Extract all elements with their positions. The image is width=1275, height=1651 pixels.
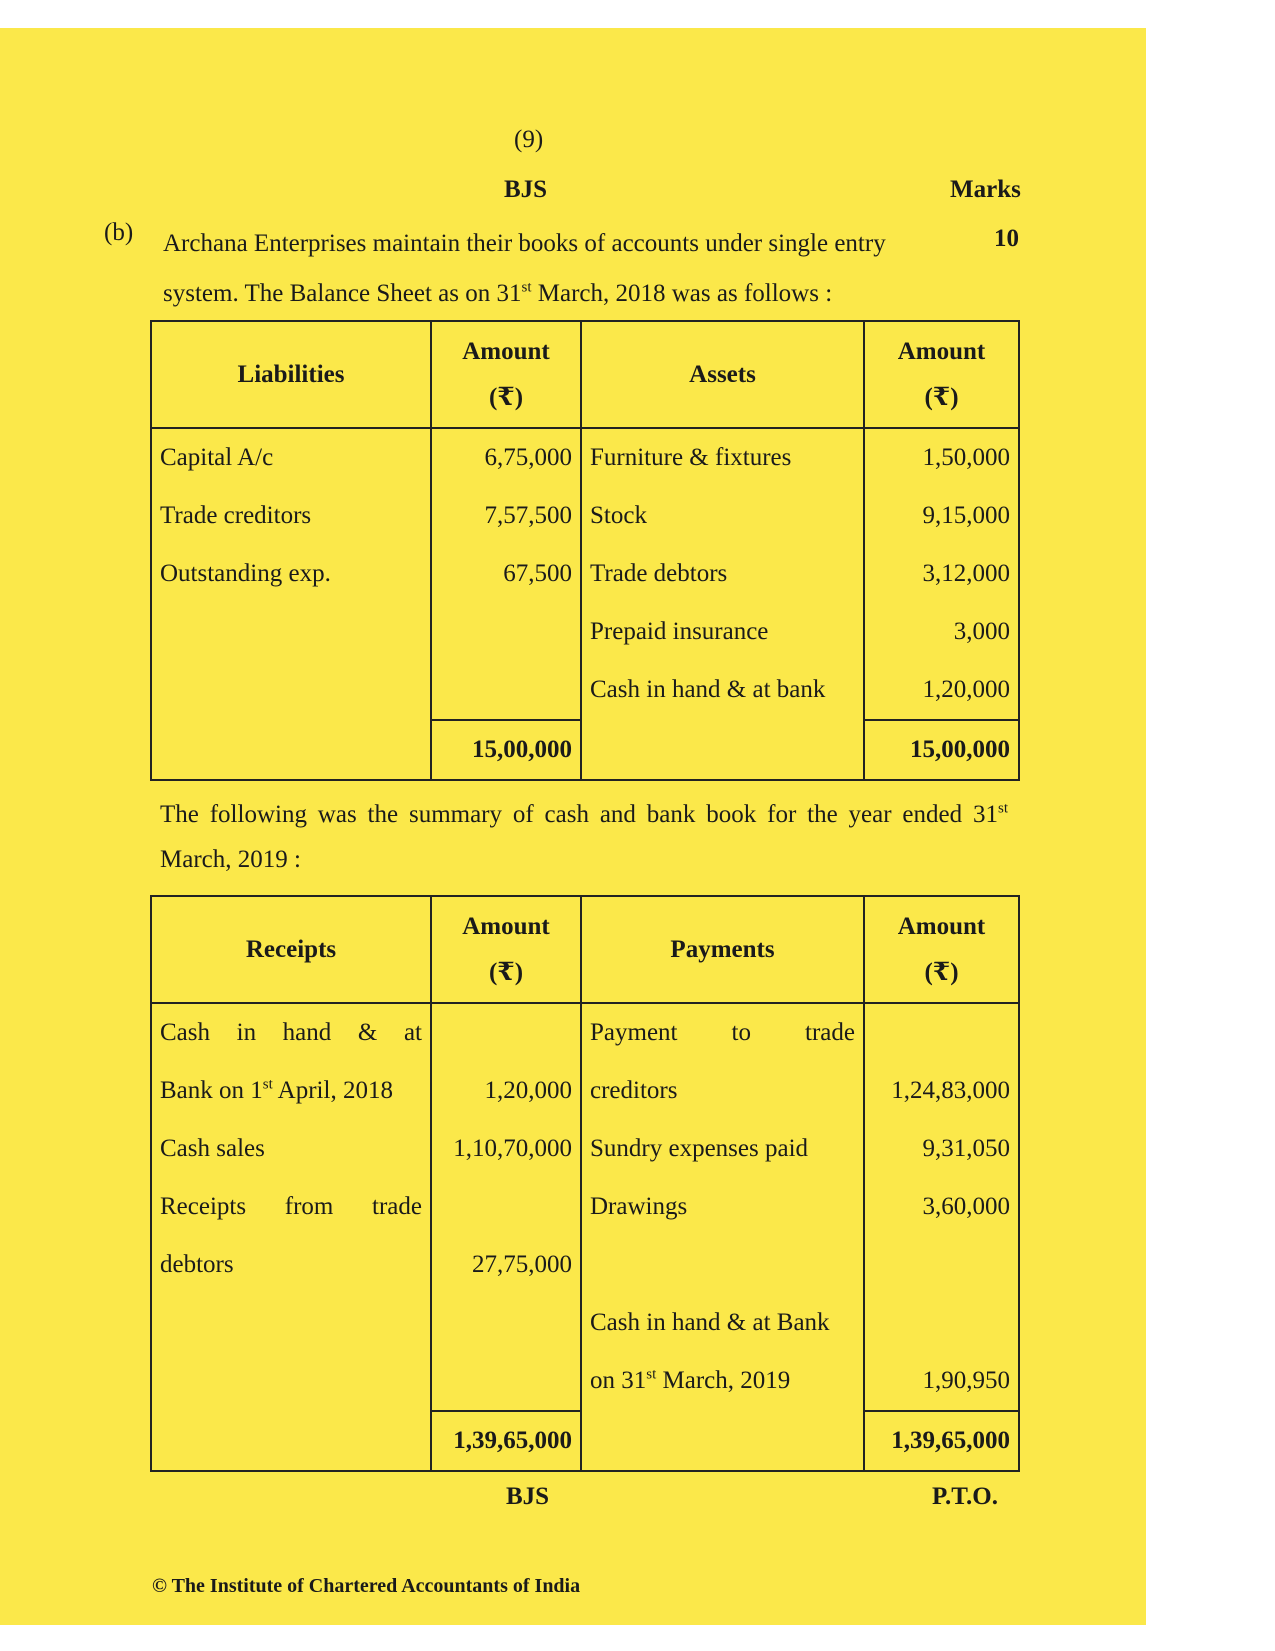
payment-amount: 1,24,83,000 [864,1003,1019,1120]
liability-name: Capital A/c [151,428,431,487]
total-assets: 15,00,000 [864,720,1019,780]
asset-name: Stock [581,487,864,545]
payment-amount: 3,60,000 [864,1178,1019,1294]
liability-amount: 7,57,500 [431,487,581,545]
marks-header: Marks [950,176,1021,203]
paper-code: BJS [504,176,548,203]
blank-cell [581,1411,864,1471]
payment-name: Sundry expenses paid [581,1120,864,1178]
receipt-name: Cash in hand & at Bank on 1st April, 2018 [151,1003,431,1120]
asset-name: Prepaid insurance [581,603,864,661]
question-text [163,219,953,319]
cash-book-table [150,895,1020,1472]
payments-amount-header: Amount (₹) [864,896,1019,1003]
total-liabilities: 15,00,000 [431,720,581,780]
liability-amount: 67,500 [431,545,581,603]
asset-amount: 3,000 [864,603,1019,661]
footer-paper-code: BJS [506,1483,550,1510]
table-row [151,661,1019,720]
cash-book-intro: The following was the summary of cash and bank book for the year ended 31st March, 2019 : [160,800,1008,873]
receipt-name: Receipts from trade debtors [151,1178,431,1294]
asset-name: Trade debtors [581,545,864,603]
table-row [151,1178,1019,1294]
asset-amount: 9,15,000 [864,487,1019,545]
receipt-amount: 1,10,70,000 [431,1120,581,1178]
table-row [151,1120,1019,1178]
question-text-line2: system. The Balance Sheet as on 31st March, 2018 was as follows : [163,279,833,307]
total-row [151,720,1019,780]
receipt-name: Cash sales [151,1120,431,1178]
liability-amount [431,603,581,661]
blank-cell [431,1294,581,1411]
asset-amount: 1,50,000 [864,428,1019,487]
receipts-header: Receipts [151,896,431,1003]
pto-label: P.T.O. [932,1483,998,1510]
liabilities-header: Liabilities [151,321,431,428]
table-row [151,487,1019,545]
payment-name: Cash in hand & at Bank on 31st March, 2019 [581,1294,864,1411]
payment-amount: 1,90,950 [864,1294,1019,1411]
table-row [151,1294,1019,1411]
table-row [151,1003,1019,1120]
receipt-amount: 1,20,000 [431,1003,581,1120]
liabilities-amount-header: Amount (₹) [431,321,581,428]
page-number: (9) [514,126,544,153]
question-marks: 10 [994,225,1019,252]
payment-name: Drawings [581,1178,864,1294]
blank-cell [151,1294,431,1411]
liability-amount [431,661,581,720]
receipts-amount-header: Amount (₹) [431,896,581,1003]
liability-name [151,603,431,661]
liability-name: Trade creditors [151,487,431,545]
table-row [151,545,1019,603]
asset-name: Furniture & fixtures [581,428,864,487]
payments-header: Payments [581,896,864,1003]
question-label: (b) [104,219,134,246]
blank-cell [151,1411,431,1471]
liability-amount: 6,75,000 [431,428,581,487]
total-row [151,1411,1019,1471]
asset-amount: 3,12,000 [864,545,1019,603]
assets-amount-header: Amount (₹) [864,321,1019,428]
liability-name: Outstanding exp. [151,545,431,603]
receipt-amount: 27,75,000 [431,1178,581,1294]
table-row [151,428,1019,487]
payment-name: Payment to trade creditors [581,1003,864,1120]
blank-cell [151,720,431,780]
question-text-line1: Archana Enterprises maintain their books of accounts under single entry [163,230,886,257]
liability-name [151,661,431,720]
copyright-notice: © The Institute of Chartered Accountants of India [152,1575,581,1597]
asset-name: Cash in hand & at bank [581,661,864,720]
table-row [151,603,1019,661]
blank-cell [581,720,864,780]
assets-header: Assets [581,321,864,428]
total-payments: 1,39,65,000 [864,1411,1019,1471]
asset-amount: 1,20,000 [864,661,1019,720]
balance-sheet-table [150,320,1020,781]
payment-amount: 9,31,050 [864,1120,1019,1178]
total-receipts: 1,39,65,000 [431,1411,581,1471]
